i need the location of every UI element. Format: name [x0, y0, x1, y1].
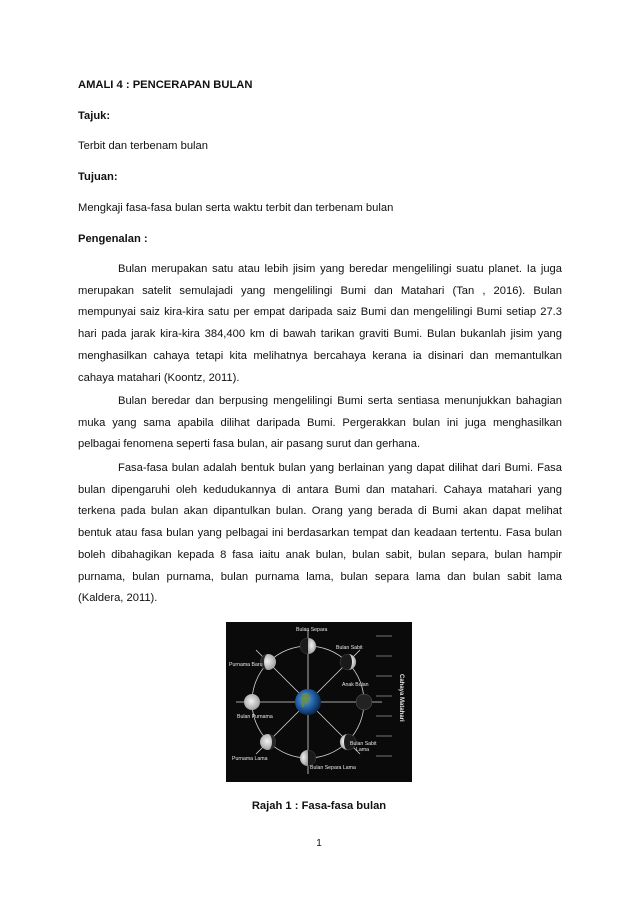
pengenalan-label: Pengenalan :	[78, 233, 148, 245]
label-cahaya-matahari: Cahaya Matahari	[398, 674, 404, 722]
moon-purnama-lama	[260, 734, 276, 750]
tajuk-label: Tajuk:	[78, 110, 111, 122]
moon-bulan-separa	[300, 638, 316, 654]
label-bulan-separa-lama: Bulan Separa Lama	[310, 765, 356, 771]
moon-phases-figure	[226, 622, 412, 782]
label-purnama-baru: Purnama Baru	[229, 662, 263, 668]
paragraph-2: Bulan beredar dan berpusing mengelilingi Bumi serta sentiasa menunjukkan bahagian muka yang sama apabila dilihat daripada Bumi. Pergerakkan bulan ini juga menghasilkan pelbagai fenomena seperti fasa bulan, air pasang surut dan gerhana.	[78, 395, 562, 451]
moon-anak-bulan	[356, 694, 372, 710]
label-bulan-purnama: Bulan Purnama	[237, 714, 273, 720]
label-anak-bulan: Anak Bulan	[342, 682, 369, 688]
paragraph-3: Fasa-fasa bulan adalah bentuk bulan yang berlainan yang dapat dilihat dari Bumi. Fasa bulan dipengaruhi oleh kedudukannya di antara Bumi dan matahari. Cahaya matahari yang terkena pada bulan akan dipantulkan bulan. Orang yang berada di Bumi akan dapat melihat bentuk atau fasa bulan yang pelbagai ini berdasarkan tempat dan keadaan tertentu. Fasa bulan boleh dibahagikan kepada 8 fasa iaitu anak bulan, bulan sabit, bulan separa, bulan hampir purnama, bulan purnama, bulan purnama lama, bulan separa lama dan bulan sabit lama (Kaldera, 2011).	[78, 462, 562, 605]
sunlight-rays	[376, 636, 392, 756]
moon-bulan-sabit	[340, 654, 356, 670]
label-bulan-sabit: Bulan Sabit	[336, 645, 363, 651]
paragraph-1: Bulan merupakan satu atau lebih jisim yang beredar mengelilingi suatu planet. Ia juga merupakan satelit semulajadi yang mengelilingi Bumi dan Matahari (Tan , 2016). Bulan mempunyai saiz kira-kira satu per empat daripada saiz Bumi dan mengelilingi Bumi setiap 27.3 hari pada jarak kira-kira 384,400 km di bawah tarikan graviti Bumi. Bulan bukanlah jisim yang menghasilkan cahaya tetapi kita melihatnya bercahaya kerana ia disinari dan memantulkan cahaya matahari (Koontz, 2011).	[78, 263, 562, 384]
tujuan-text: Mengkaji fasa-fasa bulan serta waktu terbit dan terbenam bulan	[78, 202, 394, 214]
page-number: 1	[316, 838, 322, 849]
moon-phases-diagram	[226, 622, 412, 782]
label-bulan-sabit-lama-2: Lama	[356, 747, 369, 753]
tajuk-text: Terbit dan terbenam bulan	[78, 140, 208, 152]
label-bulan-sabit-lama-1: Bulan Sabit	[350, 741, 377, 747]
label-bulan-separa: Bulan Separa	[296, 627, 328, 633]
moon-bulan-separa-lama	[300, 750, 316, 766]
figure-caption: Rajah 1 : Fasa-fasa bulan	[251, 800, 387, 812]
label-purnama-lama: Purnama Lama	[232, 756, 268, 762]
tujuan-label: Tujuan:	[78, 171, 118, 183]
document-heading: AMALI 4 : PENCERAPAN BULAN	[78, 79, 253, 91]
moon-bulan-purnama	[244, 694, 260, 710]
